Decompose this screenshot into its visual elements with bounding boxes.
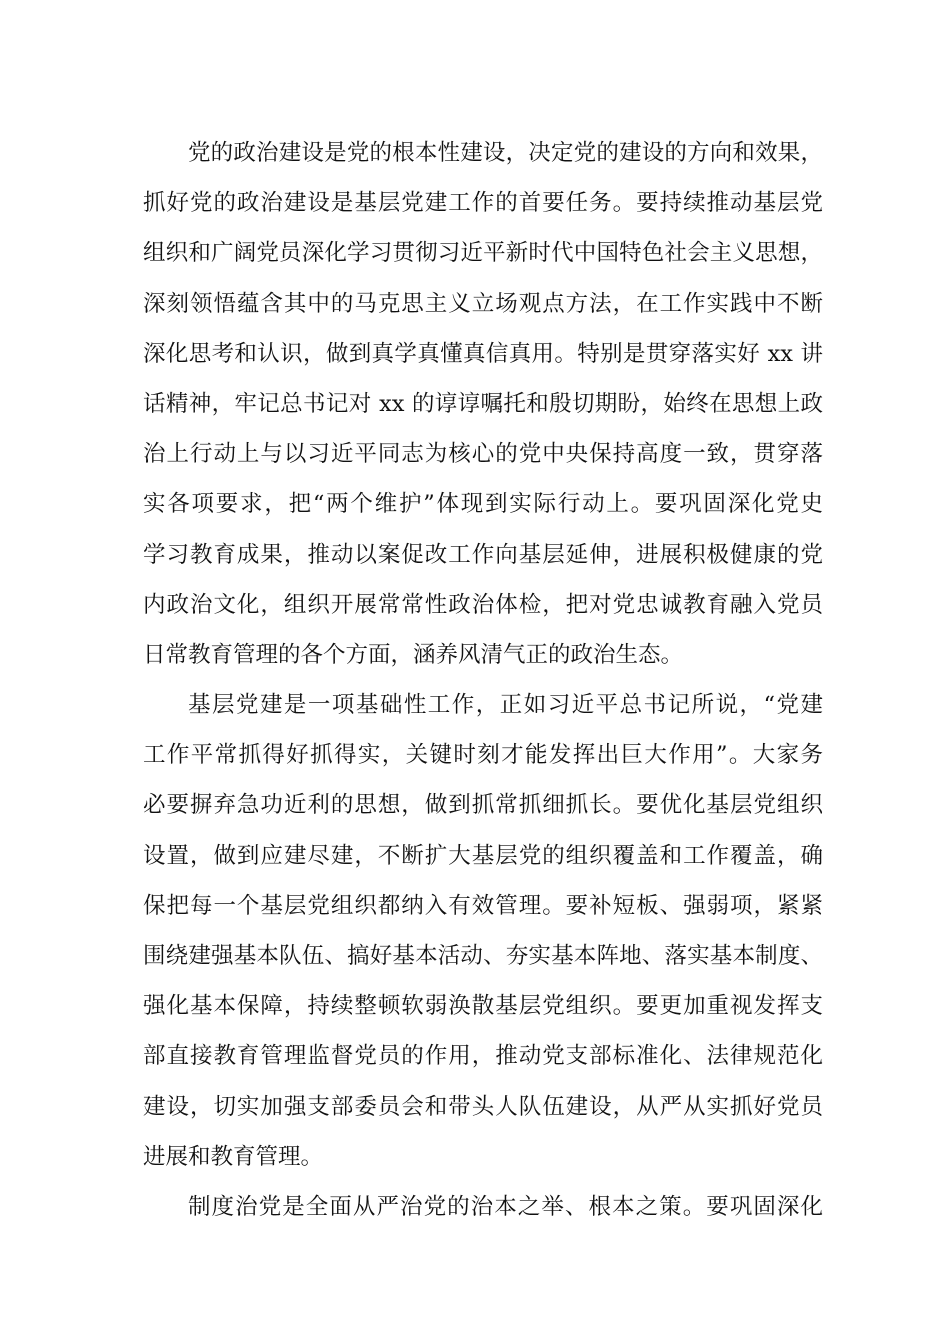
text-line: 学习教育成果，推动以案促改工作向基层延伸，进展积极健康的党 [143,541,823,568]
text-line: 抓好党的政治建设是基层党建工作的首要任务。要持续推动基层党 [143,190,823,217]
text-line: 强化基本保障，持续整顿软弱涣散基层党组织。要更加重视发挥支 [143,993,823,1020]
text-line: 深刻领悟蕴含其中的马克思主义立场观点方法，在工作实践中不断 [143,290,823,317]
text-line: 工作平常抓得好抓得实，关键时刻才能发挥出巨大作用”。大家务 [143,742,823,769]
text-line: 制度治党是全面从严治党的治本之举、根本之策。要巩固深化 [188,1193,823,1220]
text-line: 治上行动上与以习近平同志为核心的党中央保持高度一致，贯穿落 [143,441,823,468]
text-line: 实各项要求，把“两个维护”体现到实际行动上。要巩固深化党史 [143,491,823,518]
text-line: 进展和教育管理。 [143,1143,324,1170]
text-line: 建设，切实加强支部委员会和带头人队伍建设，从严从实抓好党员 [143,1093,823,1120]
text-line: 保把每一个基层党组织都纳入有效管理。要补短板、强弱项，紧紧 [143,892,823,919]
paragraph-1 [143,128,823,680]
text-line: 日常教育管理的各个方面，涵养风清气正的政治生态。 [143,641,684,668]
text-line: 必要摒弃急功近利的思想，做到抓常抓细抓长。要优化基层党组织 [143,792,823,819]
text-line: 部直接教育管理监督党员的作用，推动党支部标准化、法律规范化 [143,1043,823,1070]
text-line: 内政治文化，组织开展常常性政治体检，把对党忠诚教育融入党员 [143,591,823,618]
text-line: 围绕建强基本队伍、搞好基本活动、夯实基本阵地、落实基本制度、 [143,943,823,969]
body-text [143,128,823,1232]
text-line: 基层党建是一项基础性工作，正如习近平总书记所说，“党建 [188,692,823,719]
text-line: 深化思考和认识，做到真学真懂真信真用。特别是贯穿落实好 xx 讲 [143,340,823,367]
paragraph-2 [143,680,823,1182]
text-line: 设置，做到应建尽建，不断扩大基层党的组织覆盖和工作覆盖，确 [143,842,823,869]
text-line: 党的政治建设是党的根本性建设，决定党的建设的方向和效果， [188,140,823,166]
paragraph-3 [143,1182,823,1232]
text-line: 话精神，牢记总书记对 xx 的谆谆嘱托和殷切期盼，始终在思想上政 [143,390,823,417]
text-line: 组织和广阔党员深化学习贯彻习近平新时代中国特色社会主义思想， [143,240,823,267]
